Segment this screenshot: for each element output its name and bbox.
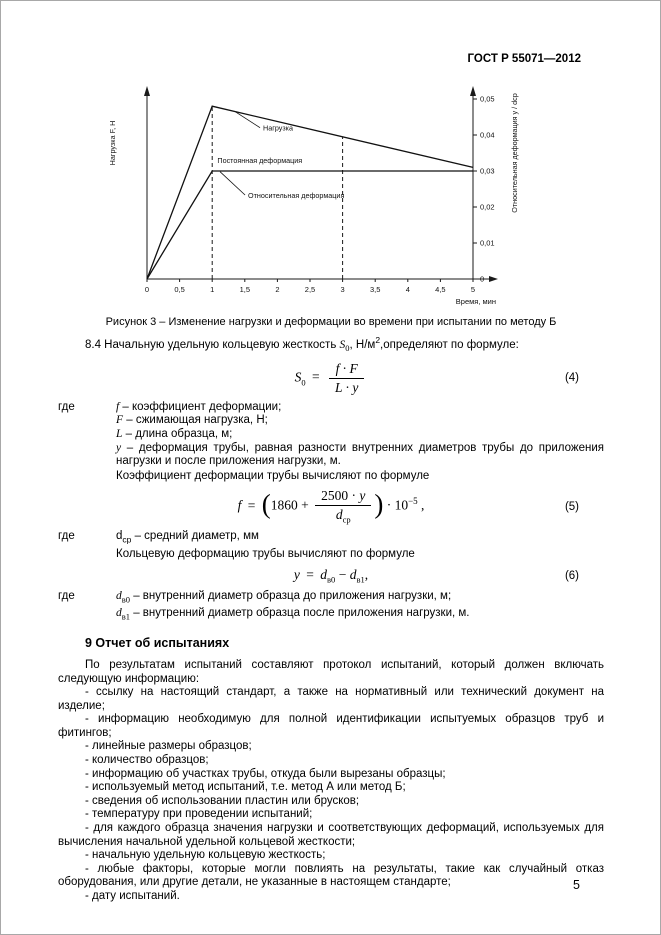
svg-text:2: 2 <box>275 285 280 294</box>
report-list-item: - дату испытаний. <box>85 890 180 903</box>
text-run: , <box>417 497 425 513</box>
report-list-item: - количество образцов; <box>85 754 209 767</box>
svg-text:0,04: 0,04 <box>480 130 495 140</box>
text-run: , <box>364 567 369 583</box>
formula-4 <box>58 361 604 396</box>
text-run: ,определяют по формуле: <box>380 338 519 351</box>
report-list-item: - температуру при проведении испытаний; <box>85 808 313 821</box>
formula-5-expression <box>238 488 425 525</box>
math-subscript: 0 <box>345 343 350 354</box>
formula-lhs: y <box>293 567 300 583</box>
svg-text:Относительная деформация y / d: Относительная деформация y / dср <box>510 93 519 213</box>
formula-6 <box>58 566 604 585</box>
report-list-item: - для каждого образца значения нагрузки и соответствующих деформаций, используемых для вычисления начальной удельной кольцевой жесткости; <box>58 822 604 848</box>
svg-text:0,05: 0,05 <box>480 94 495 104</box>
svg-text:0,03: 0,03 <box>480 166 495 176</box>
fraction-numerator: f · F <box>329 361 364 379</box>
svg-text:0,02: 0,02 <box>480 202 495 212</box>
svg-text:Постоянная деформация: Постоянная деформация <box>217 156 303 166</box>
where-label: где <box>58 529 75 542</box>
where-row <box>116 590 604 607</box>
math-variable: d <box>320 567 328 583</box>
term-description: – коэффициент деформации; <box>119 400 282 413</box>
math-subscript: в0 <box>121 594 131 605</box>
section-9-heading: 9 Отчет об испытаниях <box>85 635 230 650</box>
svg-text:Время, мин: Время, мин <box>455 297 496 306</box>
page-number: 5 <box>573 878 580 892</box>
svg-text:4: 4 <box>405 285 410 294</box>
math-variable: F <box>116 414 124 427</box>
close-parenthesis: ) <box>374 489 384 520</box>
svg-text:Нагрузка F, Н: Нагрузка F, Н <box>108 120 117 166</box>
math-variable: f <box>116 400 120 413</box>
svg-text:3,5: 3,5 <box>369 285 381 294</box>
fraction <box>326 361 367 396</box>
term-description: – длина образца, м; <box>122 427 233 440</box>
svg-text:Относительная деформация: Относительная деформация <box>248 191 345 200</box>
equals-sign: = <box>302 567 318 583</box>
minus-sign: − <box>335 567 350 583</box>
formula-lhs-subscript: 0 <box>301 377 306 387</box>
math-subscript: в0 <box>327 575 336 586</box>
math-variable: d <box>335 507 343 523</box>
equals-sign: = <box>308 369 323 385</box>
svg-text:0: 0 <box>480 274 485 284</box>
term-description: – средний диаметр, мм <box>131 529 259 542</box>
svg-text:5: 5 <box>470 285 476 294</box>
standard-number: ГОСТ Р 55071—2012 <box>467 53 581 65</box>
math-variable: y <box>116 441 122 454</box>
math-subscript: в1 <box>356 575 365 586</box>
math-subscript: ср <box>342 514 351 525</box>
report-list-item: - линейные размеры образцов; <box>85 740 252 753</box>
where-row <box>116 442 604 469</box>
svg-text:0,5: 0,5 <box>174 285 185 294</box>
svg-text:3: 3 <box>340 285 345 294</box>
math-variable: d <box>116 529 123 542</box>
constant-term: 2500 · <box>321 488 360 504</box>
ring-deformation-lead: Кольцевую деформацию трубы вычисляют по формуле <box>116 547 415 560</box>
where-label: где <box>58 590 75 603</box>
report-list-item: - начальную удельную кольцевую жесткость; <box>85 849 326 862</box>
figure-caption: Рисунок 3 – Изменение нагрузки и деформации во времени при испытании по методу Б <box>105 316 557 328</box>
svg-text:2,5: 2,5 <box>304 285 316 294</box>
term-description: – сжимающая нагрузка, Н; <box>123 414 268 427</box>
where-label: где <box>58 400 75 413</box>
open-parenthesis: ( <box>261 489 271 520</box>
math-variable: d <box>116 590 122 603</box>
formula-5 <box>58 488 604 525</box>
coefficient-formula-lead: Коэффициент деформации трубы вычисляют по формуле <box>116 469 430 482</box>
report-list-item: - информацию необходимую для полной идентификации испытуемых образцов труб и фитингов; <box>58 713 604 739</box>
section-9-intro: По результатам испытаний составляют протокол испытаний, который должен включать следующую информацию: <box>58 658 604 685</box>
fraction-denominator: L · y <box>334 379 359 395</box>
figure-3 <box>58 77 604 328</box>
term-description: – внутренний диаметр образца после приложения нагрузки, м. <box>130 607 470 620</box>
constant-term: 1860 + <box>270 497 313 513</box>
svg-text:1,5: 1,5 <box>239 285 251 294</box>
math-variable: d <box>116 607 122 620</box>
formula-lhs: f <box>237 497 242 513</box>
report-list-item: - информацию об участках трубы, откуда были вырезаны образцы; <box>85 767 446 780</box>
term-description: – внутренний диаметр образца до приложения нагрузки, м; <box>130 590 452 603</box>
svg-text:4,5: 4,5 <box>435 285 446 294</box>
formula-lhs: S <box>294 369 302 385</box>
where-list-4 <box>58 401 604 469</box>
where-row <box>116 428 604 442</box>
para-8-4 <box>58 334 604 356</box>
where-row <box>116 401 604 415</box>
formula-6-expression <box>294 567 368 585</box>
formula-number: (6) <box>564 569 579 582</box>
math-subscript: ср <box>122 534 132 545</box>
svg-text:Нагрузка: Нагрузка <box>263 123 293 133</box>
report-list-item: - любые факторы, которые могли повлиять на результаты, такие как случайный отказ оборудования, или другие детали, не указанные в настоящем стандарте; <box>58 862 604 889</box>
math-superscript: 2 <box>375 335 381 345</box>
report-list-item: - ссылку на настоящий стандарт, а также на нормативный или технический документ на изделие; <box>58 686 604 712</box>
report-list-item: - используемый метод испытаний, т.е. метод А или метод Б; <box>85 781 406 794</box>
equals-sign: = <box>244 497 259 513</box>
math-variable: S <box>339 338 346 351</box>
fraction <box>312 488 374 525</box>
text-run: , Н/м <box>349 338 376 351</box>
term-description: – деформация трубы, равная разности внутренних диаметров трубы до приложения нагрузки и после приложения нагрузки, м. <box>116 441 604 468</box>
where-list-6 <box>58 590 604 624</box>
math-variable: d <box>349 567 357 583</box>
where-row <box>116 414 604 428</box>
formula-number: (5) <box>564 500 579 513</box>
text-run: 8.4 Начальную удельную кольцевую жесткость <box>85 338 340 351</box>
load-deformation-line-chart <box>101 77 561 313</box>
svg-text:1: 1 <box>210 285 215 294</box>
svg-text:0: 0 <box>144 285 150 294</box>
where-list-5 <box>58 530 604 547</box>
where-row <box>116 530 604 547</box>
svg-text:0,01: 0,01 <box>480 238 495 248</box>
multiplier: · 10 <box>383 497 409 513</box>
math-variable: y <box>359 488 366 504</box>
formula-4-expression <box>295 361 368 396</box>
fraction-numerator <box>315 488 371 506</box>
math-variable: L <box>116 427 123 440</box>
where-row <box>116 607 604 624</box>
report-list-item: - сведения об использовании пластин или брусков; <box>85 794 360 807</box>
fraction-denominator <box>315 506 371 525</box>
math-subscript: в1 <box>121 611 131 622</box>
exponent: −5 <box>408 496 418 507</box>
formula-number: (4) <box>564 372 579 385</box>
